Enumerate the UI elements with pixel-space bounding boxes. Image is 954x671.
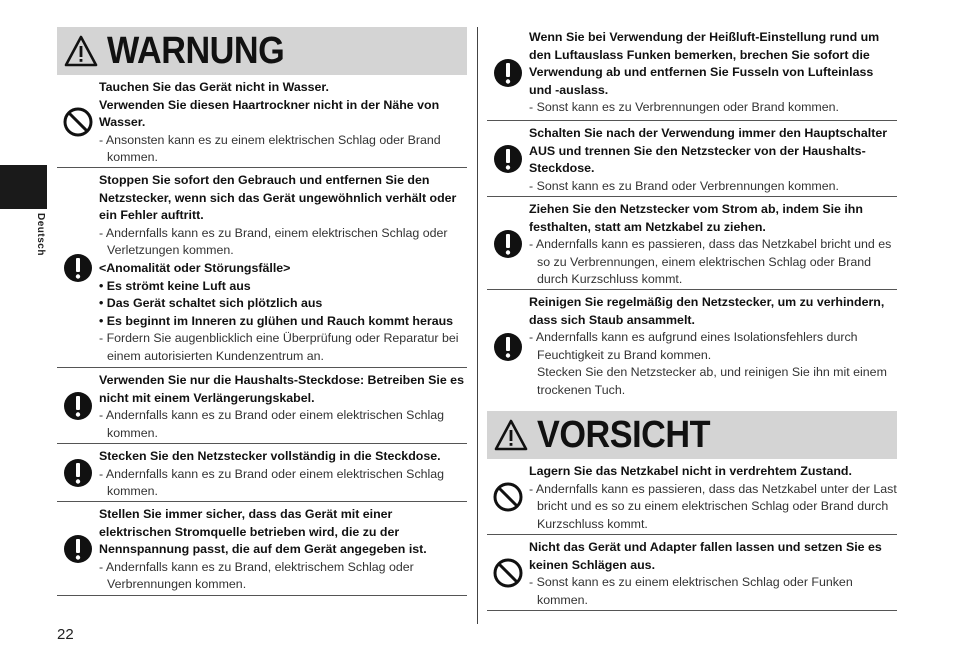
item-heading: Wenn Sie bei Verwendung der Heißluft-Einstellung rund um den Luftauslass Funken bemerken, brechen Sie sofort die Verwendung ab und entfernen Sie Fusseln von Lufteinlass und -auslass. xyxy=(529,30,880,97)
item-heading: Ziehen Sie den Netzstecker vom Strom ab, indem Sie ihn festhalten, statt am Netzkabel zu ziehen. xyxy=(529,202,863,234)
warning-item xyxy=(57,444,467,502)
item-heading: Schalten Sie nach der Verwendung immer den Hauptschalter AUS und trennen Sie den Netzstecker von der Haushalts-Steckdose. xyxy=(529,126,888,176)
item-note: - Sonst kann es zu einem elektrischen Schlag oder Funken kommen. xyxy=(529,575,853,607)
item-bullet: • Das Gerät schaltet sich plötzlich aus xyxy=(99,296,323,311)
item-heading: Stoppen Sie sofort den Gebrauch und entfernen Sie den Netzstecker, wenn sich das Gerät ungewöhnlich verhält oder ein Fehler auftritt. xyxy=(99,173,457,223)
warning-item xyxy=(57,168,467,368)
item-note: - Andernfalls kann es passieren, dass das Netzkabel bricht und es so zu Verbrennungen, einem elektrischen Schlag oder Brand durch Kurzschluss kommt. xyxy=(529,237,892,287)
item-heading: Verwenden Sie diesen Haartrockner nicht in der Nähe von Wasser. xyxy=(99,97,440,130)
item-heading: Nicht das Gerät und Adapter fallen lassen und setzen Sie es keinen Schlägen aus. xyxy=(529,540,882,572)
item-heading: Verwenden Sie nur die Haushalts-Steckdose: Betreiben Sie es nicht mit einem Verlängerungskabel. xyxy=(99,373,464,405)
item-note: - Andernfalls kann es zu Brand oder einem elektrischen Schlag kommen. xyxy=(99,408,445,440)
column-divider xyxy=(477,27,478,624)
exclamation-icon xyxy=(62,457,94,489)
item-note: - Andernfalls kann es passieren, dass das Netzkabel unter der Last bricht und es so zu einem elektrischen Schlag oder Brand durch Kurzschluss kommt. xyxy=(529,481,897,531)
item-heading: Tauchen Sie das Gerät nicht in Wasser. xyxy=(99,80,329,94)
warning-item xyxy=(57,368,467,444)
item-note-extra: Stecken Sie den Netzstecker ab, und reinigen Sie ihn mit einem trockenen Tuch. xyxy=(537,365,887,397)
exclamation-icon xyxy=(492,228,524,260)
item-heading: Stecken Sie den Netzstecker vollständig in die Steckdose. xyxy=(99,449,441,463)
item-note: - Sonst kann es zu Verbrennungen oder Brand kommen. xyxy=(529,100,839,115)
page-number: 22 xyxy=(57,626,74,643)
item-note: - Sonst kann es zu Brand oder Verbrennungen kommen. xyxy=(529,178,839,193)
item-note: - Andernfalls kann es aufgrund eines Isolationsfehlers durch Feuchtigkeit zu Brand kommen. xyxy=(529,330,858,362)
exclamation-icon xyxy=(62,390,94,422)
continued-warning-column xyxy=(487,27,897,611)
item-bullet: • Es beginnt im Inneren zu glühen und Rauch kommt heraus xyxy=(99,313,454,328)
warning-item xyxy=(57,75,467,168)
caution-banner xyxy=(487,411,897,459)
warning-title: WARNUNG xyxy=(107,29,285,72)
item-heading: Stellen Sie immer sicher, dass das Gerät mit einer elektrischen Stromquelle betrieben wird, die zu der Nennspannung passt, die auf dem Gerät angegeben ist. xyxy=(99,507,427,557)
warning-item xyxy=(57,502,467,596)
exclamation-icon xyxy=(492,57,524,89)
item-subheading: <Anomalität oder Störungsfälle> xyxy=(99,260,291,275)
warning-column xyxy=(57,27,467,596)
warning-triangle-icon xyxy=(493,418,529,452)
exclamation-icon xyxy=(62,533,94,565)
item-note: - Andernfalls kann es zu Brand oder einem elektrischen Schlag kommen. xyxy=(99,466,445,499)
item-note: - Fordern Sie augenblicklich eine Überprüfung oder Reparatur bei einem autorisierten Kundenzentrum an. xyxy=(99,331,459,363)
item-note: - Andernfalls kann es zu Brand, elektrischem Schlag oder Verbrennungen kommen. xyxy=(99,559,414,592)
warning-triangle-icon xyxy=(63,34,99,68)
prohibition-icon xyxy=(492,481,524,513)
item-heading: Reinigen Sie regelmäßig den Netzstecker, um zu verhindern, dass sich Staub ansammelt. xyxy=(529,295,885,327)
caution-item xyxy=(487,535,897,611)
caution-item xyxy=(487,459,897,535)
warning-banner xyxy=(57,27,467,75)
language-label: Deutsch xyxy=(35,213,46,256)
warning-item xyxy=(487,121,897,197)
item-bullet: • Es strömt keine Luft aus xyxy=(99,278,251,293)
warning-item xyxy=(487,290,897,402)
item-heading: Lagern Sie das Netzkabel nicht in verdrehtem Zustand. xyxy=(529,464,852,478)
warning-item xyxy=(487,27,897,121)
caution-title: VORSICHT xyxy=(537,413,711,456)
item-note: - Andernfalls kann es zu Brand, einem elektrischen Schlag oder Verletzungen kommen. xyxy=(99,225,448,258)
exclamation-icon xyxy=(62,252,94,284)
language-tab-marker xyxy=(0,165,47,209)
warning-item xyxy=(487,197,897,290)
prohibition-icon xyxy=(492,557,524,589)
exclamation-icon xyxy=(492,143,524,175)
exclamation-icon xyxy=(492,331,524,363)
prohibition-icon xyxy=(62,106,94,138)
item-note: - Ansonsten kann es zu einem elektrischen Schlag oder Brand kommen. xyxy=(99,132,441,165)
